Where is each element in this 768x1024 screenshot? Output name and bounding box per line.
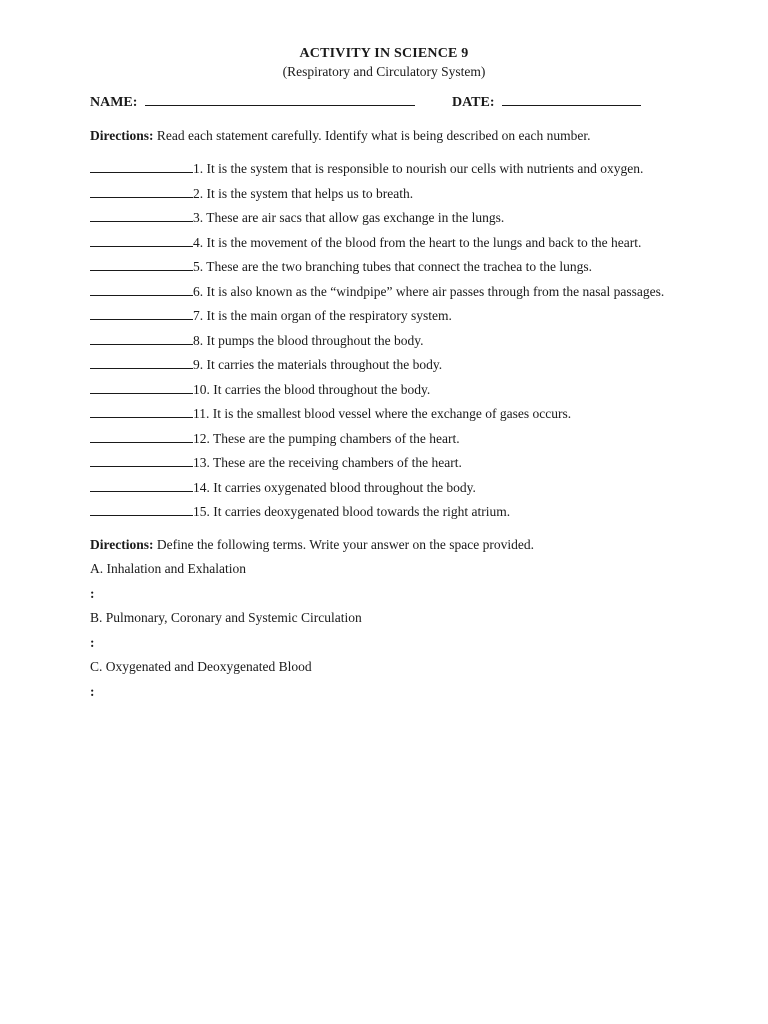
term-label: A. Inhalation and Exhalation: [90, 561, 246, 576]
list-item: [90, 209, 730, 234]
term-label: B. Pulmonary, Coronary and Systemic Circulation: [90, 610, 362, 625]
answer-blank[interactable]: [90, 332, 193, 345]
item-text: 6. It is also known as the “windpipe” where air passes through from the nasal passages.: [193, 283, 665, 299]
item-text: 7. It is the main organ of the respiratory system.: [193, 308, 452, 323]
date-field: [452, 95, 641, 111]
name-answer-line[interactable]: [145, 104, 415, 106]
definitions-section: [90, 560, 362, 707]
name-label: NAME:: [90, 95, 138, 110]
answer-blank[interactable]: [90, 503, 193, 516]
list-item: [90, 185, 730, 210]
item-text: 9. It carries the materials throughout the body.: [193, 357, 443, 372]
answer-blank[interactable]: [90, 185, 193, 198]
item-text: 10. It carries the blood throughout the body.: [193, 381, 431, 397]
list-item: [90, 405, 730, 430]
answer-blank[interactable]: [90, 209, 193, 222]
list-item: [90, 283, 730, 308]
item-text: 5. These are the two branching tubes that connect the trachea to the lungs.: [193, 259, 592, 274]
item-text: 13. These are the receiving chambers of the heart.: [193, 455, 462, 470]
answer-blank[interactable]: [90, 258, 193, 271]
list-item: [90, 479, 730, 504]
list-item: [90, 503, 730, 528]
item-text: 15. It carries deoxygenated blood towards the right atrium.: [193, 504, 511, 519]
answer-blank[interactable]: [90, 234, 193, 247]
item-text: 11. It is the smallest blood vessel where the exchange of gases occurs.: [193, 406, 572, 421]
term-label: C. Oxygenated and Deoxygenated Blood: [90, 659, 312, 674]
directions-label: Directions:: [90, 537, 154, 552]
list-item: [90, 307, 730, 332]
item-text: 4. It is the movement of the blood from the heart to the lungs and back to the heart.: [193, 234, 642, 250]
item-text: 12. These are the pumping chambers of the heart.: [193, 430, 460, 446]
answer-blank[interactable]: [90, 454, 193, 467]
list-item: [90, 332, 730, 357]
identification-list: [90, 160, 730, 528]
list-item: [90, 430, 730, 455]
term-answer-space[interactable]: :: [90, 683, 95, 699]
list-item: [90, 356, 730, 381]
answer-blank[interactable]: [90, 405, 193, 418]
item-text: 2. It is the system that helps us to breath.: [193, 185, 414, 201]
list-item: [90, 234, 730, 259]
directions-identification: [90, 128, 590, 144]
date-answer-line[interactable]: [502, 104, 641, 106]
name-field: [90, 95, 415, 111]
list-item: [90, 160, 730, 185]
answer-blank[interactable]: [90, 356, 193, 369]
answer-blank[interactable]: [90, 479, 193, 492]
directions-label: Directions:: [90, 128, 154, 143]
item-text: 3. These are air sacs that allow gas exchange in the lungs.: [193, 210, 505, 225]
term-answer-space[interactable]: :: [90, 585, 95, 601]
answer-blank[interactable]: [90, 430, 193, 443]
answer-blank[interactable]: [90, 307, 193, 320]
item-text: 8. It pumps the blood throughout the body.: [193, 332, 424, 348]
list-item: [90, 258, 730, 283]
page-title: ACTIVITY IN SCIENCE 9: [299, 46, 469, 61]
directions-definitions: [90, 537, 534, 553]
answer-blank[interactable]: [90, 283, 193, 296]
item-text: 1. It is the system that is responsible to nourish our cells with nutrients and oxygen.: [193, 161, 644, 176]
answer-blank[interactable]: [90, 160, 193, 173]
directions-text: Define the following terms. Write your answer on the space provided.: [153, 537, 534, 552]
page-subtitle: (Respiratory and Circulatory System): [282, 64, 486, 79]
date-label: DATE:: [452, 95, 495, 110]
item-text: 14. It carries oxygenated blood throughout the body.: [193, 479, 476, 495]
term-answer-space[interactable]: :: [90, 634, 95, 650]
list-item: [90, 381, 730, 406]
directions-text: Read each statement carefully. Identify what is being described on each number.: [153, 128, 591, 143]
list-item: [90, 454, 730, 479]
answer-blank[interactable]: [90, 381, 193, 394]
